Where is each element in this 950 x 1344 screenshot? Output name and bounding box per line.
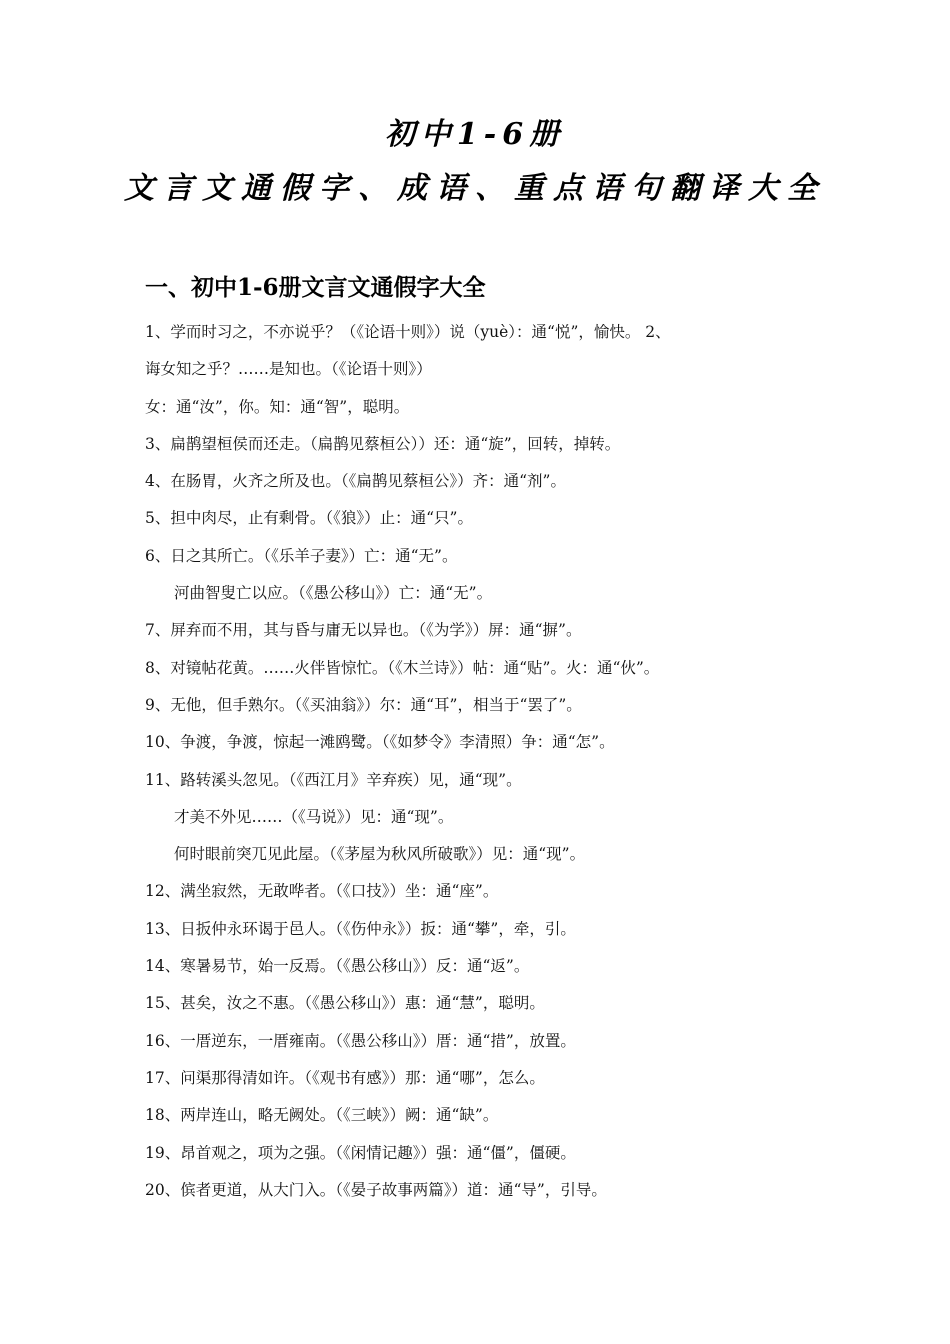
entry-line: 7、屏弃而不用，其与昏与庸无以异也。（《为学》）屏：通“摒”。 bbox=[145, 621, 582, 640]
entry-line: 3、扁鹊望桓侯而还走。（扁鹊见蔡桓公））还：通“旋”，回转，掉转。 bbox=[145, 434, 621, 453]
entry-line: 16、一厝逆东，一厝雍南。（《愚公移山》）厝：通“措”，放置。 bbox=[145, 1031, 576, 1050]
document-title-line-1: 初中1-6册 bbox=[384, 117, 566, 152]
entry-line: 15、甚矣，汝之不惠。（《愚公移山》）惠：通“慧”，聪明。 bbox=[145, 994, 545, 1013]
entry-line: 12、满坐寂然，无敢哗者。（《口技》）坐：通“座”。 bbox=[145, 882, 499, 901]
entry-line: 18、两岸连山，略无阙处。（《三峡》）阙：通“缺”。 bbox=[145, 1106, 499, 1125]
section-heading: 一、初中1-6册文言文通假字大全 bbox=[145, 274, 486, 301]
entry-line: 20、傧者更道，从大门入。（《晏子故事两篇》）道：通“导”，引导。 bbox=[145, 1180, 607, 1199]
entry-line: 1、学而时习之，不亦说乎？（《论语十则》）说（yuè）：通“悦”，愉快。 2、 bbox=[145, 323, 671, 341]
entry-line: 10、争渡，争渡，惊起一滩鸥鹭。（《如梦令》李清照）争：通“怎”。 bbox=[145, 733, 615, 752]
entry-line: 13、日扳仲永环谒于邑人。（《伤仲永》）扳：通“攀”，牵，引。 bbox=[145, 919, 576, 938]
entry-line: 5、担中肉尽，止有剩骨。（《狼》）止：通“只”。 bbox=[145, 509, 473, 528]
entry-line: 19、昂首观之，项为之强。（《闲情记趣》）强：通“僵”，僵硬。 bbox=[145, 1143, 576, 1162]
entry-line: 4、在肠胃，火齐之所及也。（《扁鹊见蔡桓公》）齐：通“剂”。 bbox=[145, 472, 566, 491]
entry-list bbox=[145, 314, 835, 1209]
entry-line: 才美不外见……（《马说》）见：通“现”。 bbox=[174, 807, 454, 826]
entry-line: 17、问渠那得清如许。（《观书有感》）那：通“哪”，怎么。 bbox=[145, 1068, 545, 1087]
title-block bbox=[0, 112, 950, 212]
entry-line: 诲女知之乎？……是知也。（《论语十则》） bbox=[145, 360, 432, 379]
entry-line: 14、寒暑易节，始一反焉。（《愚公移山》）反：通“返”。 bbox=[145, 957, 530, 976]
entry-line: 何时眼前突兀见此屋。（《茅屋为秋风所破歌》）见：通“现”。 bbox=[174, 845, 586, 864]
entry-line: 女：通“汝”，你。知：通“智”，聪明。 bbox=[145, 397, 410, 416]
document-title-line-2: 文言文通假字、成语、重点语句翻译大全 bbox=[124, 171, 826, 206]
entry-line: 河曲智叟亡以应。（《愚公移山》）亡：通“无”。 bbox=[174, 584, 493, 603]
entry-line: 11、路转溪头忽见。（《西江月》辛弃疾）见，通“现”。 bbox=[145, 770, 522, 789]
entry-line: 6、日之其所亡。（《乐羊子妻》）亡：通“无”。 bbox=[145, 546, 458, 565]
entry-line: 9、无他，但手熟尔。（《买油翁》）尔：通“耳”，相当于“罢了”。 bbox=[145, 695, 582, 714]
entry-line: 8、对镜帖花黄。……火伴皆惊忙。（《木兰诗》）帖：通“贴”。火：通“伙”。 bbox=[145, 658, 660, 677]
